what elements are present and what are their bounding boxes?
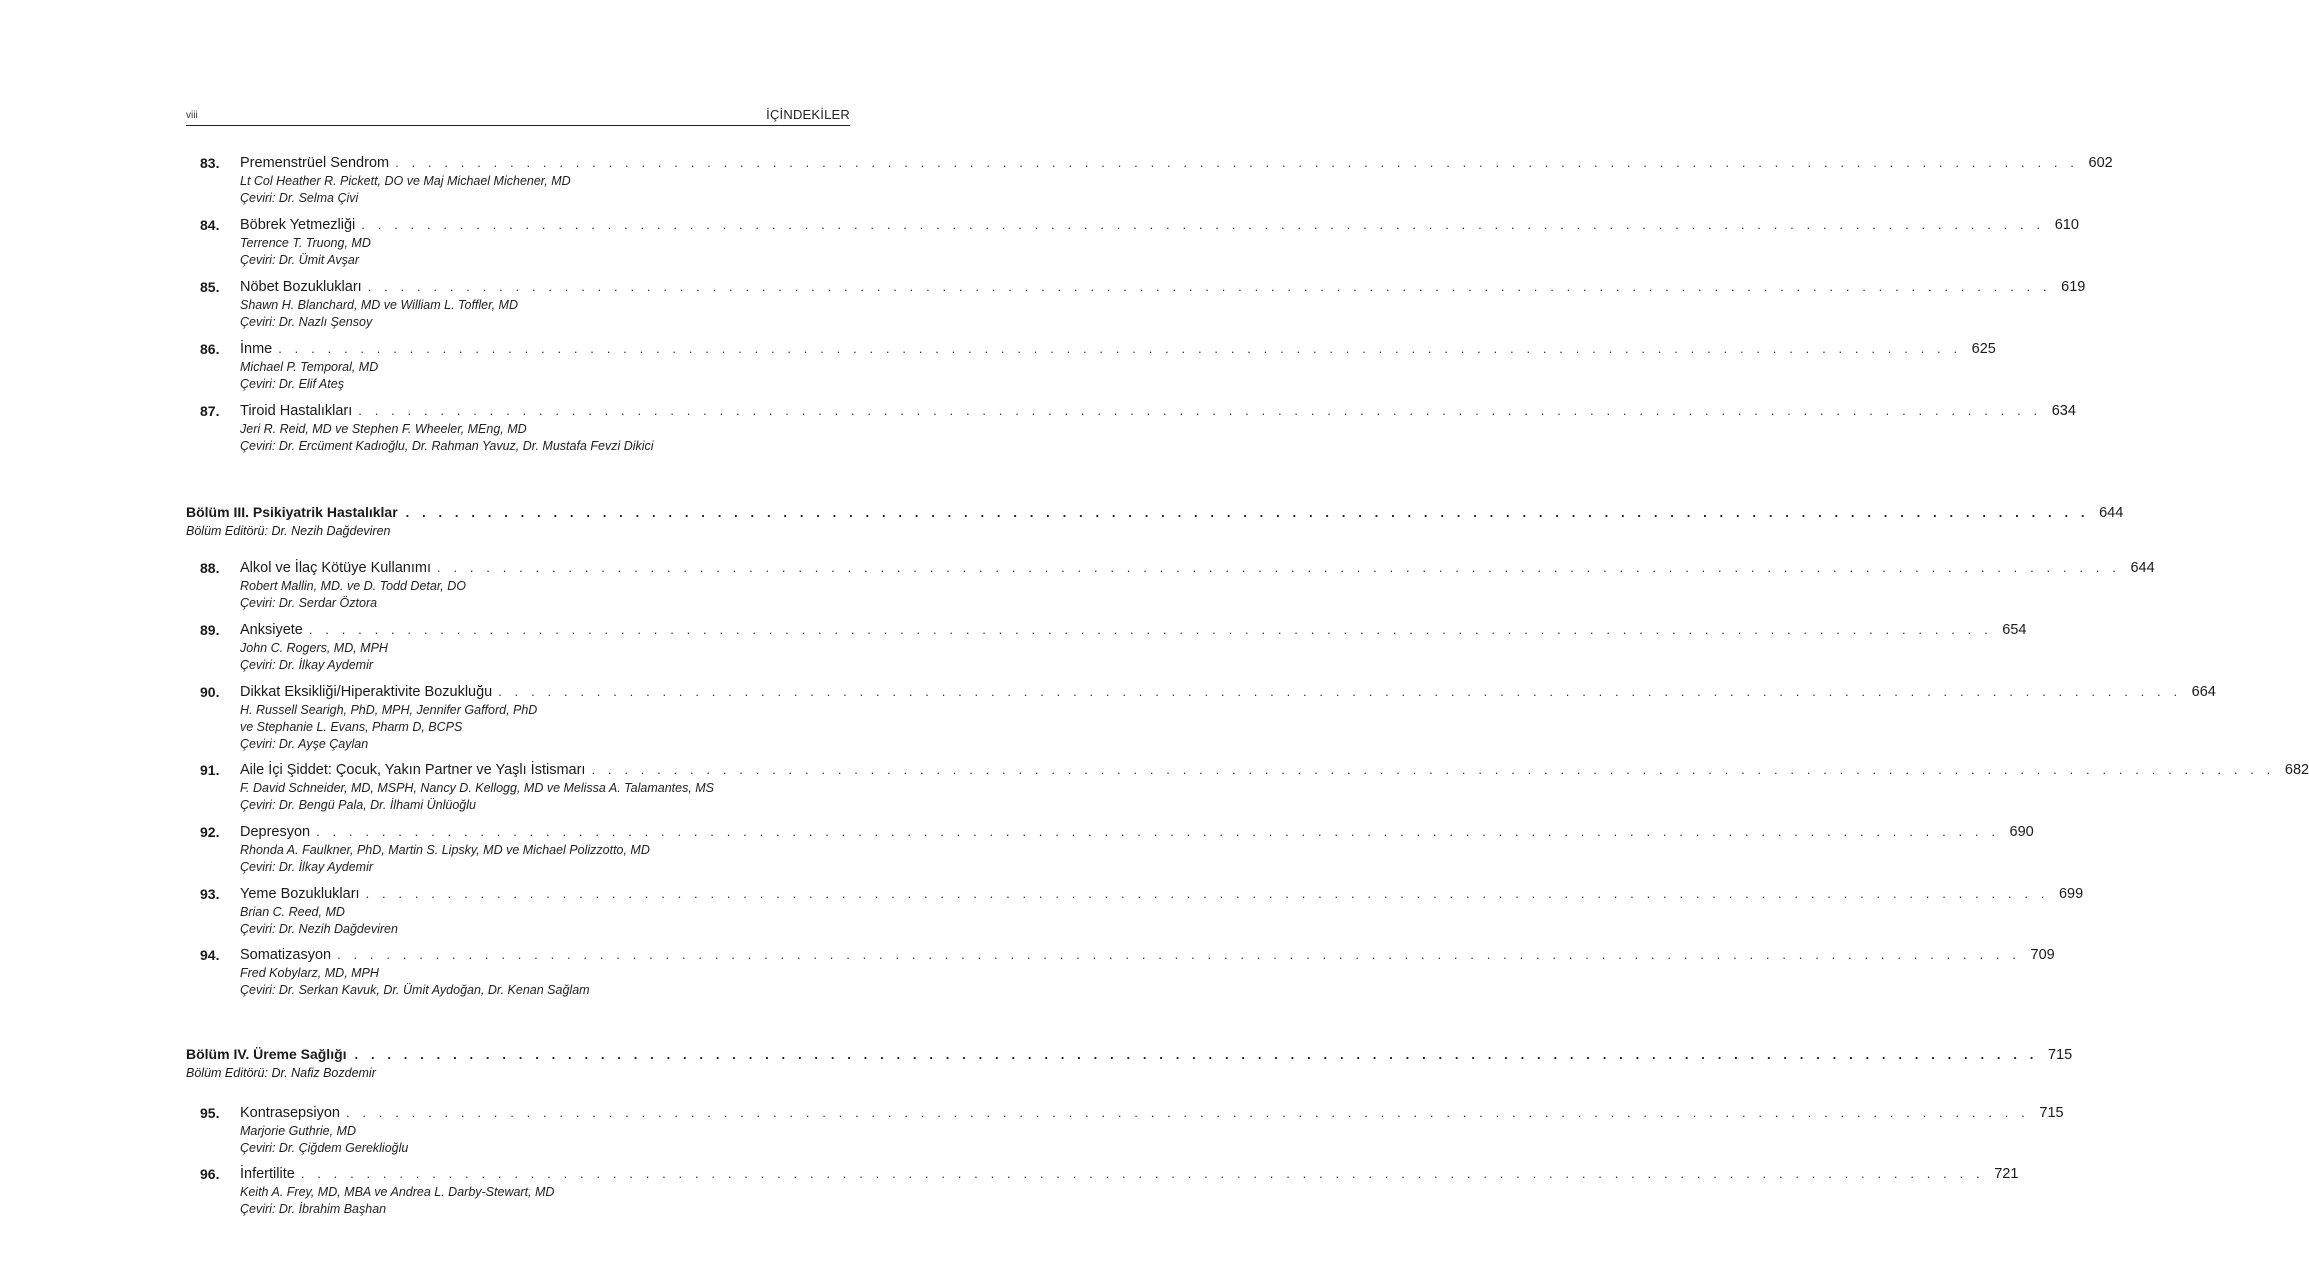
- chapter-line: [240, 1166, 2019, 1184]
- dot-leader: . . . . . . . . . . . . . . . . . . . . . . . . . . . . . . . . . . . . . . . . . . . . . . . . . . . . . . . . . . . . . . . . . . . . . . . . . . . . . . . . . . . . . . . . . . . . . . . . . . . . . . .: [308, 622, 1993, 637]
- chapter-authors: Marjorie Guthrie, MD: [240, 1124, 356, 1138]
- chapter-title: Premenstrüel Sendrom: [240, 155, 390, 171]
- running-title: İÇİNDEKİLER: [766, 107, 850, 122]
- chapter-authors: Brian C. Reed, MD: [240, 905, 345, 919]
- chapter-line: [240, 155, 2113, 173]
- section-editor: Bölüm Editörü: Dr. Nezih Dağdeviren: [186, 524, 391, 538]
- chapter-authors: Michael P. Temporal, MD: [240, 360, 379, 374]
- dot-leader: . . . . . . . . . . . . . . . . . . . . . . . . . . . . . . . . . . . . . . . . . . . . . . . . . . . . . . . . . . . . . . . . . . . . . . . . . . . . . . . . . . . . . . . . . . . . . . . . . . . . . . .: [278, 341, 1962, 356]
- dot-leader: . . . . . . . . . . . . . . . . . . . . . . . . . . . . . . . . . . . . . . . . . . . . . . . . . . . . . . . . . . . . . . . . . . . . . . . . . . . . . . . . . . . . . . . . . . . . . . . . . . . . . . .: [345, 1105, 2030, 1120]
- chapter-page: 625: [1971, 341, 1996, 357]
- chapter-line: [240, 947, 2055, 965]
- chapter-line: [240, 684, 2216, 702]
- chapter-page: 699: [2058, 886, 2084, 902]
- chapter-title: Somatizasyon: [240, 947, 332, 963]
- chapter-number: 92.: [200, 824, 220, 840]
- chapter-page: 654: [2002, 622, 2027, 638]
- chapter-translator: Çeviri: Dr. Ercüment Kadıoğlu, Dr. Rahman Yavuz, Dr. Mustafa Fevzi Dikici: [240, 439, 654, 453]
- dot-leader: . . . . . . . . . . . . . . . . . . . . . . . . . . . . . . . . . . . . . . . . . . . . . . . . . . . . . . . . . . . . . . . . . . . . . . . . . . . . . . . . . . . . . . . . . . . . . . . . . . . . . . .: [498, 684, 2182, 699]
- chapter-number: 87.: [200, 403, 220, 419]
- chapter-number: 90.: [200, 684, 220, 700]
- dot-leader: . . . . . . . . . . . . . . . . . . . . . . . . . . . . . . . . . . . . . . . . . . . . . . . . . . . . . . . . . . . . . . . . . . . . . . . . . . . . . . . . . . . . . . . . . . . . . . . . . . . . . . .: [365, 886, 2049, 901]
- chapter-number: 85.: [200, 279, 220, 295]
- chapter-translator: Çeviri: Dr. Elif Ateş: [240, 377, 344, 391]
- chapter-authors: ve Stephanie L. Evans, Pharm D, BCPS: [240, 720, 463, 734]
- chapter-number: 94.: [200, 947, 220, 963]
- chapter-translator: Çeviri: Dr. Serkan Kavuk, Dr. Ümit Aydoğan, Dr. Kenan Sağlam: [240, 983, 590, 997]
- chapter-title: Anksiyete: [240, 622, 303, 638]
- dot-leader: . . . . . . . . . . . . . . . . . . . . . . . . . . . . . . . . . . . . . . . . . . . . . . . . . . . . . . . . . . . . . . . . . . . . . . . . . . . . . . . . . . . . . . . . . . . . . . . . . . . . . . .: [358, 403, 2042, 418]
- chapter-page: 715: [2039, 1105, 2064, 1121]
- chapter-page: 664: [2191, 684, 2216, 700]
- chapter-number: 88.: [200, 560, 220, 576]
- chapter-authors: Shawn H. Blanchard, MD ve William L. Toffler, MD: [240, 298, 518, 312]
- chapter-title: Aile İçi Şiddet: Çocuk, Yakın Partner ve Yaşlı İstismarı: [240, 762, 586, 778]
- chapter-line: [240, 824, 2034, 842]
- chapter-authors: Lt Col Heather R. Pickett, DO ve Maj Michael Michener, MD: [240, 174, 571, 188]
- section-title: Bölüm IV. Üreme Sağlığı: [186, 1046, 347, 1062]
- chapter-title: Tiroid Hastalıkları: [240, 403, 353, 419]
- chapter-page: 602: [2088, 155, 2113, 171]
- chapter-authors: Robert Mallin, MD. ve D. Todd Detar, DO: [240, 579, 467, 593]
- section-title: Bölüm III. Psikiyatrik Hastalıklar: [186, 504, 398, 520]
- chapter-line: [240, 1105, 2064, 1123]
- chapter-translator: Çeviri: Dr. Nazlı Şensoy: [240, 315, 373, 329]
- chapter-translator: Çeviri: Dr. Ümit Avşar: [240, 253, 359, 267]
- chapter-title: Depresyon: [240, 824, 311, 840]
- chapter-title: İnfertilite: [240, 1166, 295, 1182]
- dot-leader: . . . . . . . . . . . . . . . . . . . . . . . . . . . . . . . . . . . . . . . . . . . . . . . . . . . . . . . . . . . . . . . . . . . . . . . . . . . . . . . . . . . . . . . . . . . . . . . . . . . . . . .: [361, 217, 2045, 232]
- chapter-authors: Fred Kobylarz, MD, MPH: [240, 966, 379, 980]
- chapter-title: Dikkat Eksikliği/Hiperaktivite Bozukluğu: [240, 684, 493, 700]
- chapter-page: 619: [2061, 279, 2086, 295]
- chapter-authors: Jeri R. Reid, MD ve Stephen F. Wheeler, MEng, MD: [240, 422, 527, 436]
- chapter-authors: Keith A. Frey, MD, MBA ve Andrea L. Darby-Stewart, MD: [240, 1185, 555, 1199]
- chapter-line: [240, 886, 2084, 904]
- chapter-translator: Çeviri: Dr. Nezih Dağdeviren: [240, 922, 398, 936]
- chapter-authors: F. David Schneider, MD, MSPH, Nancy D. Kellogg, MD ve Melissa A. Talamantes, MS: [240, 781, 715, 795]
- chapter-number: 86.: [200, 341, 220, 357]
- chapter-translator: Çeviri: Dr. İbrahim Başhan: [240, 1202, 387, 1216]
- chapter-authors: H. Russell Searigh, PhD, MPH, Jennifer Gafford, PhD: [240, 703, 538, 717]
- chapter-title: Böbrek Yetmezliği: [240, 217, 356, 233]
- dot-leader: . . . . . . . . . . . . . . . . . . . . . . . . . . . . . . . . . . . . . . . . . . . . . . . . . . . . . . . . . . . . . . . . . . . . . . . . . . . . . . . . . . . . . . . . . . . . . . . . . . . . . . .: [354, 1047, 2038, 1062]
- chapter-line: [240, 560, 2155, 578]
- chapter-page: 610: [2054, 217, 2079, 233]
- chapter-number: 96.: [200, 1166, 220, 1182]
- chapter-title: Kontrasepsiyon: [240, 1105, 340, 1121]
- section-page: 715: [2047, 1047, 2073, 1063]
- chapter-translator: Çeviri: Dr. İlkay Aydemir: [240, 860, 374, 874]
- chapter-translator: Çeviri: Dr. Serdar Öztora: [240, 596, 378, 610]
- section-line: [186, 1046, 2073, 1064]
- chapter-line: [240, 622, 2027, 640]
- chapter-number: 89.: [200, 622, 220, 638]
- page-number: viii: [186, 110, 198, 121]
- section-line: [186, 504, 2124, 522]
- chapter-number: 91.: [200, 762, 220, 778]
- chapter-number: 95.: [200, 1105, 220, 1121]
- chapter-translator: Çeviri: Dr. Selma Çivi: [240, 191, 359, 205]
- dot-leader: . . . . . . . . . . . . . . . . . . . . . . . . . . . . . . . . . . . . . . . . . . . . . . . . . . . . . . . . . . . . . . . . . . . . . . . . . . . . . . . . . . . . . . . . . . . . . . . . . . . . . . .: [367, 279, 2052, 294]
- dot-leader: . . . . . . . . . . . . . . . . . . . . . . . . . . . . . . . . . . . . . . . . . . . . . . . . . . . . . . . . . . . . . . . . . . . . . . . . . . . . . . . . . . . . . . . . . . . . . . . . . . . . . . .: [395, 155, 2079, 170]
- dot-leader: . . . . . . . . . . . . . . . . . . . . . . . . . . . . . . . . . . . . . . . . . . . . . . . . . . . . . . . . . . . . . . . . . . . . . . . . . . . . . . . . . . . . . . . . . . . . . . . . . . . . . . .: [591, 762, 2275, 777]
- dot-leader: . . . . . . . . . . . . . . . . . . . . . . . . . . . . . . . . . . . . . . . . . . . . . . . . . . . . . . . . . . . . . . . . . . . . . . . . . . . . . . . . . . . . . . . . . . . . . . . . . . . . . . .: [316, 824, 2000, 839]
- chapter-page: 721: [1994, 1166, 2019, 1182]
- chapter-line: [240, 217, 2079, 235]
- chapter-title: Alkol ve İlaç Kötüye Kullanımı: [240, 560, 432, 576]
- chapter-title: İnme: [240, 341, 273, 357]
- chapter-number: 84.: [200, 217, 220, 233]
- dot-leader: . . . . . . . . . . . . . . . . . . . . . . . . . . . . . . . . . . . . . . . . . . . . . . . . . . . . . . . . . . . . . . . . . . . . . . . . . . . . . . . . . . . . . . . . . . . . . . . . . . . . . . .: [337, 947, 2021, 962]
- section-page: 644: [2099, 505, 2124, 521]
- chapter-translator: Çeviri: Dr. Çiğdem Gereklioğlu: [240, 1141, 409, 1155]
- chapter-title: Yeme Bozuklukları: [240, 886, 360, 902]
- dot-leader: . . . . . . . . . . . . . . . . . . . . . . . . . . . . . . . . . . . . . . . . . . . . . . . . . . . . . . . . . . . . . . . . . . . . . . . . . . . . . . . . . . . . . . . . . . . . . . . . . . . . . . .: [405, 505, 2090, 520]
- chapter-page: 690: [2009, 824, 2034, 840]
- chapter-authors: John C. Rogers, MD, MPH: [240, 641, 388, 655]
- chapter-authors: Terrence T. Truong, MD: [240, 236, 371, 250]
- chapter-translator: Çeviri: Dr. İlkay Aydemir: [240, 658, 374, 672]
- chapter-number: 93.: [200, 886, 220, 902]
- chapter-translator: Çeviri: Dr. Ayşe Çaylan: [240, 737, 369, 751]
- chapter-translator: Çeviri: Dr. Bengü Pala, Dr. İlhami Ünlüoğlu: [240, 798, 476, 812]
- chapter-page: 644: [2130, 560, 2155, 576]
- chapter-title: Nöbet Bozuklukları: [240, 279, 362, 295]
- chapter-line: [240, 762, 2309, 780]
- dot-leader: . . . . . . . . . . . . . . . . . . . . . . . . . . . . . . . . . . . . . . . . . . . . . . . . . . . . . . . . . . . . . . . . . . . . . . . . . . . . . . . . . . . . . . . . . . . . . . . . . . . . . . .: [300, 1166, 1985, 1181]
- chapter-authors: Rhonda A. Faulkner, PhD, Martin S. Lipsky, MD ve Michael Polizzotto, MD: [240, 843, 650, 857]
- chapter-line: [240, 403, 2076, 421]
- dot-leader: . . . . . . . . . . . . . . . . . . . . . . . . . . . . . . . . . . . . . . . . . . . . . . . . . . . . . . . . . . . . . . . . . . . . . . . . . . . . . . . . . . . . . . . . . . . . . . . . . . . . . . .: [437, 560, 2121, 575]
- chapter-page: 682: [2284, 762, 2309, 778]
- chapter-line: [240, 279, 2086, 297]
- chapter-page: 634: [2051, 403, 2076, 419]
- chapter-line: [240, 341, 1996, 359]
- chapter-number: 83.: [200, 155, 220, 171]
- section-editor: Bölüm Editörü: Dr. Nafiz Bozdemir: [186, 1066, 376, 1080]
- chapter-page: 709: [2030, 947, 2055, 963]
